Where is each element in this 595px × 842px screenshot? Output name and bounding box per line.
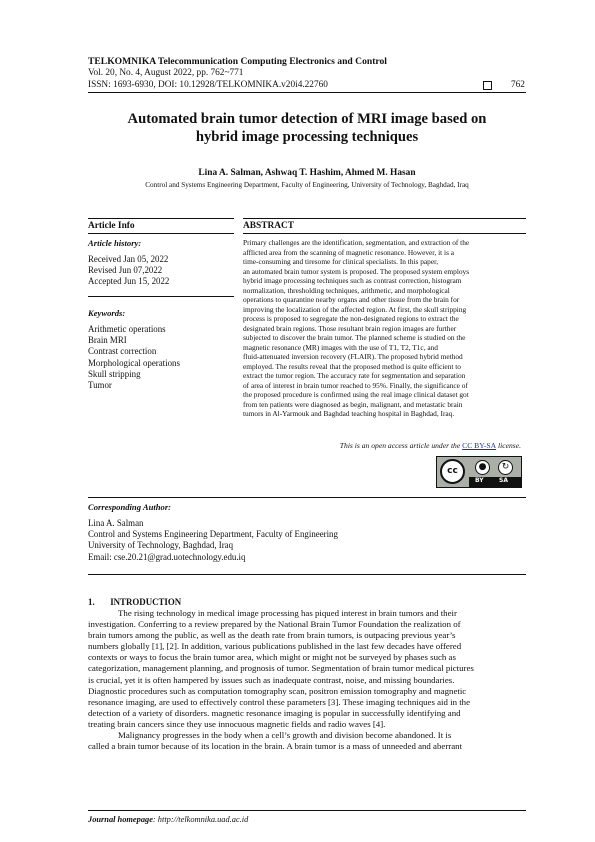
corresponding-top-rule — [88, 497, 526, 498]
share-alike-icon: ↻ — [498, 460, 513, 475]
authors: Lina A. Salman, Ashwaq T. Hashim, Ahmed M. Hasan — [198, 168, 416, 178]
abstract-line: fluid-attenuated inversion recovery (FLAIR). The proposed hybrid method — [243, 352, 463, 361]
cc-by-sa-link[interactable]: CC BY-SA — [462, 441, 497, 450]
header-rule — [88, 92, 526, 93]
intro-line: is crucial, yet it is often hampered by issues such as inadequate contrast, noise, and missing boundaries. — [88, 674, 455, 685]
keywords-list — [88, 324, 180, 391]
keyword-item: Skull stripping — [88, 368, 141, 379]
intro-line: treating brain cancers since they use innocuous magnetic fields and radio waves [4]. — [88, 718, 386, 729]
title-line-1: Automated brain tumor detection of MRI image based on — [127, 111, 487, 127]
abstract-under-rule — [243, 233, 526, 234]
corresponding-bottom-rule — [88, 574, 526, 575]
abstract-line: designated brain regions. Those resultant brain region images are further — [243, 323, 457, 333]
history-accepted: Accepted Jun 15, 2022 — [88, 276, 170, 287]
intro-line: contexts or ways to focus the brain tumor area, which might or might not be surveyed by phases such as — [88, 652, 456, 663]
intro-line: investigation. Conferring to a review prepared by the National Brain Tumor Foundation the realization of — [88, 619, 461, 630]
badge-sa-label: SA — [499, 477, 508, 484]
abstract-line: magnetic resonance (MR) images with the use of T1, T2, T1c, and — [243, 342, 438, 352]
homepage-label: Journal homepage — [88, 815, 153, 824]
oa-suffix: license. — [496, 441, 521, 450]
abstract-line: extract the tumor region. The accuracy rate for segmentation and separation — [243, 371, 466, 380]
article-history-list — [88, 254, 169, 288]
corresponding-line: Email: cse.20.21@grad.uotechnology.edu.iq — [88, 551, 246, 562]
abstract-line: of area of interest in brain tumor reached to 95%. Finally, the significance of — [243, 380, 468, 390]
volume-line: Vol. 20, No. 4, August 2022, pp. 762~771 — [88, 68, 244, 78]
abstract-line: normalization, thresholding techniques, arithmetic, and morphological — [243, 285, 450, 295]
abstract-line: time-consuming and tiresome for clinical specialists. In this paper, — [243, 257, 439, 266]
abstract-line: employed. The results reveal that the proposed method is quite efficient to — [243, 361, 461, 371]
intro-heading: 1. INTRODUCTION — [88, 597, 182, 607]
abstract-line: hybrid image processing techniques such as contrast correction, histogram — [243, 276, 462, 285]
intro-line: brain tumors among the public, as well as the death rate from brain tumors, is outpacing previous year’s — [88, 630, 456, 641]
square-icon — [483, 81, 492, 90]
attribution-icon: ● — [475, 460, 490, 475]
corresponding-line: Lina A. Salman — [88, 518, 144, 528]
abstract-line: afflicted area from the scanning of magnetic resonance. However, it is a — [243, 247, 455, 257]
abstract-line: improving the localization of the affected region. At first, the skull stripping — [243, 304, 467, 314]
abstract-top-rule — [243, 218, 526, 219]
open-access-statement — [243, 441, 521, 450]
cc-icon: cc — [440, 459, 465, 484]
intro-line: categorization, management planning, and prognosis of tumor. Segmentation of brain tumor medical pictures — [88, 663, 474, 674]
intro-line: called a brain tumor because of its location in the brain. A brain tumor is a mass of unneeded and aberrant — [88, 741, 463, 752]
intro-line: detection of a variety of disorders. magnetic resonance imaging is popular in successfully identifying and — [88, 707, 461, 718]
abstract-line: an automated brain tumor system is proposed. The proposed system employs — [243, 266, 470, 276]
badge-by-label: BY — [475, 477, 484, 484]
keyword-item: Contrast correction — [88, 346, 157, 357]
abstract-line: from ten patients were diagnosed as begin, malignant, and metastatic brain — [243, 399, 463, 409]
article-info-heading: Article Info — [88, 221, 135, 231]
corresponding-details — [88, 518, 338, 563]
oa-prefix: This is an open access article under the — [339, 441, 463, 450]
title-line-2: hybrid image processing techniques — [195, 129, 419, 145]
keyword-item: Tumor — [88, 380, 112, 391]
abstract-heading: ABSTRACT — [243, 221, 295, 231]
intro-line: The rising technology in medical image processing has piqued interest in brain tumors and their — [118, 608, 457, 618]
keyword-item: Brain MRI — [88, 335, 127, 346]
abstract-body — [243, 238, 521, 419]
corresponding-line: University of Technology, Baghdad, Iraq — [88, 540, 234, 551]
article-info-top-rule — [88, 218, 234, 219]
abstract-line: tumors in Al-Yarmouk and Baghdad teaching hospital in Baghdad, Iraq. — [243, 409, 455, 418]
abstract-line: operations to quarantine nearby organs and other tissue from the brain for — [243, 295, 460, 304]
paper-title — [88, 110, 526, 146]
intro-line: Malignancy progresses in the body when a cell’s growth and division become abandoned. It is — [118, 730, 452, 741]
keywords-top-rule — [88, 296, 234, 297]
article-info-under-rule — [88, 233, 234, 234]
intro-line: resonance imaging, are used to effectively control these parameters [3]. These imaging techniques aid in the — [88, 696, 471, 707]
cc-by-sa-badge[interactable] — [436, 456, 522, 488]
corresponding-heading: Corresponding Author: — [88, 502, 172, 512]
affiliation: Control and Systems Engineering Department, Faculty of Engineering, University of Technology, Baghdad, Iraq — [145, 181, 469, 189]
abstract-line: the proposed procedure is confirmed using the real image clinical dataset got — [243, 390, 469, 399]
article-history-heading: Article history: — [88, 238, 142, 248]
abstract-line: process is proposed to segregate the non-designated regions to extract the — [243, 314, 459, 323]
issn-doi-line: ISSN: 1693-6930, DOI: 10.12928/TELKOMNIKA.v20i4.22760 — [88, 80, 328, 90]
corresponding-line: Control and Systems Engineering Department, Faculty of Engineering — [88, 529, 338, 540]
journal-homepage — [88, 815, 248, 824]
history-revised: Revised Jun 07,2022 — [88, 265, 163, 276]
journal-name: TELKOMNIKA Telecommunication Computing Electronics and Control — [88, 56, 387, 67]
footer-rule — [88, 810, 526, 811]
history-received: Received Jan 05, 2022 — [88, 254, 169, 264]
abstract-line: subjected to discover the brain tumor. The planned scheme is studied on the — [243, 333, 466, 342]
homepage-url[interactable]: : http://telkomnika.uad.ac.id — [152, 815, 249, 824]
keywords-heading: Keywords: — [88, 308, 126, 318]
keyword-item: Morphological operations — [88, 357, 180, 368]
intro-line: numbers globally [1], [2]. In addition, various publications published in the last few decades have offered — [88, 641, 462, 652]
keyword-item: Arithmetic operations — [88, 324, 166, 334]
page-number: 762 — [511, 80, 525, 90]
intro-body — [88, 608, 526, 752]
intro-line: Diagnostic procedures such as computation tomography scan, positron emission tomography and magnetic — [88, 685, 467, 696]
abstract-line: Primary challenges are the identification, segmentation, and extraction of the — [243, 238, 470, 247]
